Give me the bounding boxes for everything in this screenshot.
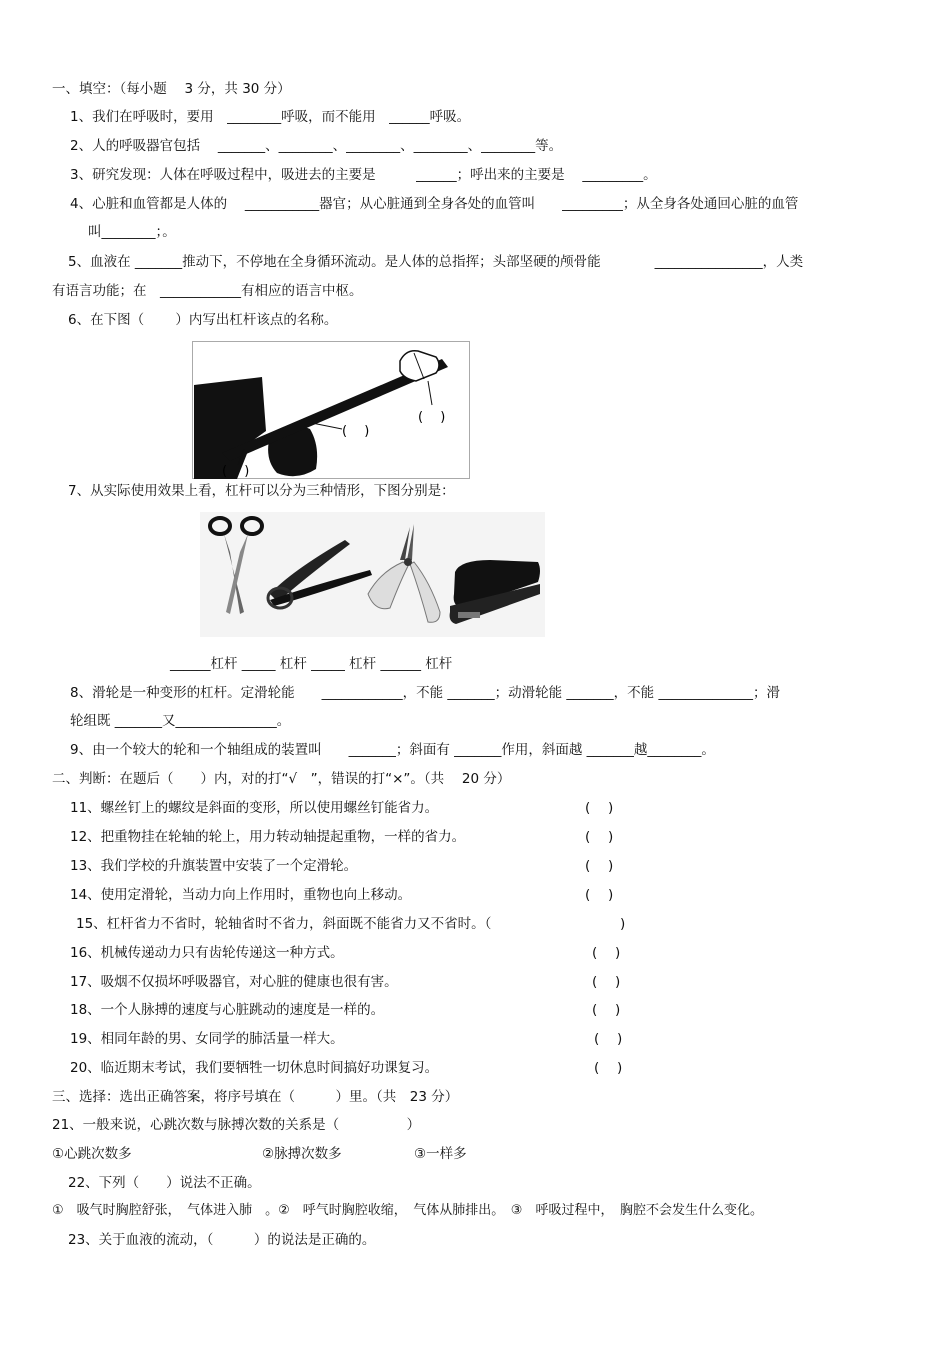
question-22: 22、下列（ ）说法不正确。 [68,1175,261,1191]
judge-bracket-18: ( ) [592,1002,621,1018]
judge-item-18: 18、一个人脉搏的速度与心脏跳动的速度是一样的。 [70,1002,385,1018]
judge-bracket-15: ) [620,916,626,932]
question-4-line1: 4、心脏和血管都是人体的 ___________器官；从心脏通到全身各处的血管叫 _________；从全身各处通回心脏的血管 [70,196,799,212]
question-5-line2: 有语言功能；在 ____________有相应的语言中枢。 [52,283,363,299]
question-7: 7、从实际使用效果上看，杠杆可以分为三种情形，下图分别是： [68,483,455,499]
q21-option-3: ③一样多 [414,1146,467,1162]
question-4-line2: 叫________；。 [88,224,176,240]
bracket-fulcrum: ( ) [342,424,370,439]
section1-heading: 一、填空：（每小题 3 分，共 30 分） [52,81,291,97]
question-2: 2、人的呼吸器官包括 _______、________、________、________、________等。 [70,138,563,154]
judge-item-11: 11、螺丝钉上的螺纹是斜面的变形，所以使用螺丝钉能省力。 [70,800,439,816]
judge-item-14: 14、使用定滑轮，当动力向上作用时，重物也向上移动。 [70,887,412,903]
question-23: 23、关于血液的流动，（ ）的说法是正确的。 [68,1232,376,1248]
judge-item-17: 17、吸烟不仅损坏呼吸器官，对心脏的健康也很有害。 [70,974,398,990]
question-1: 1、我们在呼吸时，要用 ________呼吸，而不能用 ______呼吸。 [70,109,471,125]
judge-item-12: 12、把重物挂在轮轴的轮上，用力转动轴提起重物，一样的省力。 [70,829,466,845]
question-8-line2: 轮组既 _______又_______________。 [70,713,291,729]
lever-figure [192,341,470,479]
section3-heading: 三、选择：选出正确答案，将序号填在（ ）里。（共 23 分） [52,1089,459,1105]
q22-options: ① 吸气时胸腔舒张， 气体进入肺 。② 呼气时胸腔收缩， 气体从肺排出。 ③ 呼吸过程中， 胸腔不会发生什么变化。 [52,1203,763,1218]
judge-bracket-14: ( ) [585,887,614,903]
judge-bracket-12: ( ) [585,829,614,845]
bracket-effort: ( ) [418,410,446,425]
section2-heading: 二、判断：在题后（ ）内，对的打“√ ”，错误的打“×”。（共 20 分） [52,771,511,787]
tools-figure [200,512,545,637]
question-6: 6、在下图（ ）内写出杠杆该点的名称。 [68,312,338,328]
question-9: 9、由一个较大的轮和一个轴组成的装置叫 _______；斜面有 _______作用，斜面越 _______越________。 [70,742,715,758]
judge-bracket-20: ( ) [594,1060,623,1076]
judge-item-19: 19、相同年龄的男、女同学的肺活量一样大。 [70,1031,344,1047]
q21-option-2: ②脉搏次数多 [262,1146,342,1162]
judge-item-16: 16、机械传递动力只有齿轮传递这一种方式。 [70,945,344,961]
judge-item-13: 13、我们学校的升旗装置中安装了一个定滑轮。 [70,858,358,874]
question-5-line1: 5、血液在 _______推动下，不停地在全身循环流动。是人体的总指挥；头部坚硬的颅骨能 ________________，人类 [68,254,804,270]
judge-item-20: 20、临近期末考试，我们要牺牲一切休息时间搞好功课复习。 [70,1060,439,1076]
judge-bracket-19: ( ) [594,1031,623,1047]
judge-bracket-11: ( ) [585,800,614,816]
question-7-blanks: ______杠杆 _____ 杠杆 _____ 杠杆 ______ 杠杆 [170,656,453,672]
judge-bracket-13: ( ) [585,858,614,874]
judge-bracket-17: ( ) [592,974,621,990]
q21-option-1: ①心跳次数多 [52,1146,132,1162]
question-21: 21、一般来说，心跳次数与脉搏次数的关系是（ ） [52,1117,421,1133]
question-8-line1: 8、滑轮是一种变形的杠杆。定滑轮能 ____________，不能 _______；动滑轮能 _______，不能 ______________；滑 [70,685,780,701]
bracket-load: ( ) [222,464,250,479]
judge-item-15: 15、杠杆省力不省时，轮轴省时不省力，斜面既不能省力又不省时。（ [76,916,492,932]
question-3: 3、研究发现：人体在呼吸过程中，吸进去的主要是 ______；呼出来的主要是 _________。 [70,167,657,183]
judge-bracket-16: ( ) [592,945,621,961]
